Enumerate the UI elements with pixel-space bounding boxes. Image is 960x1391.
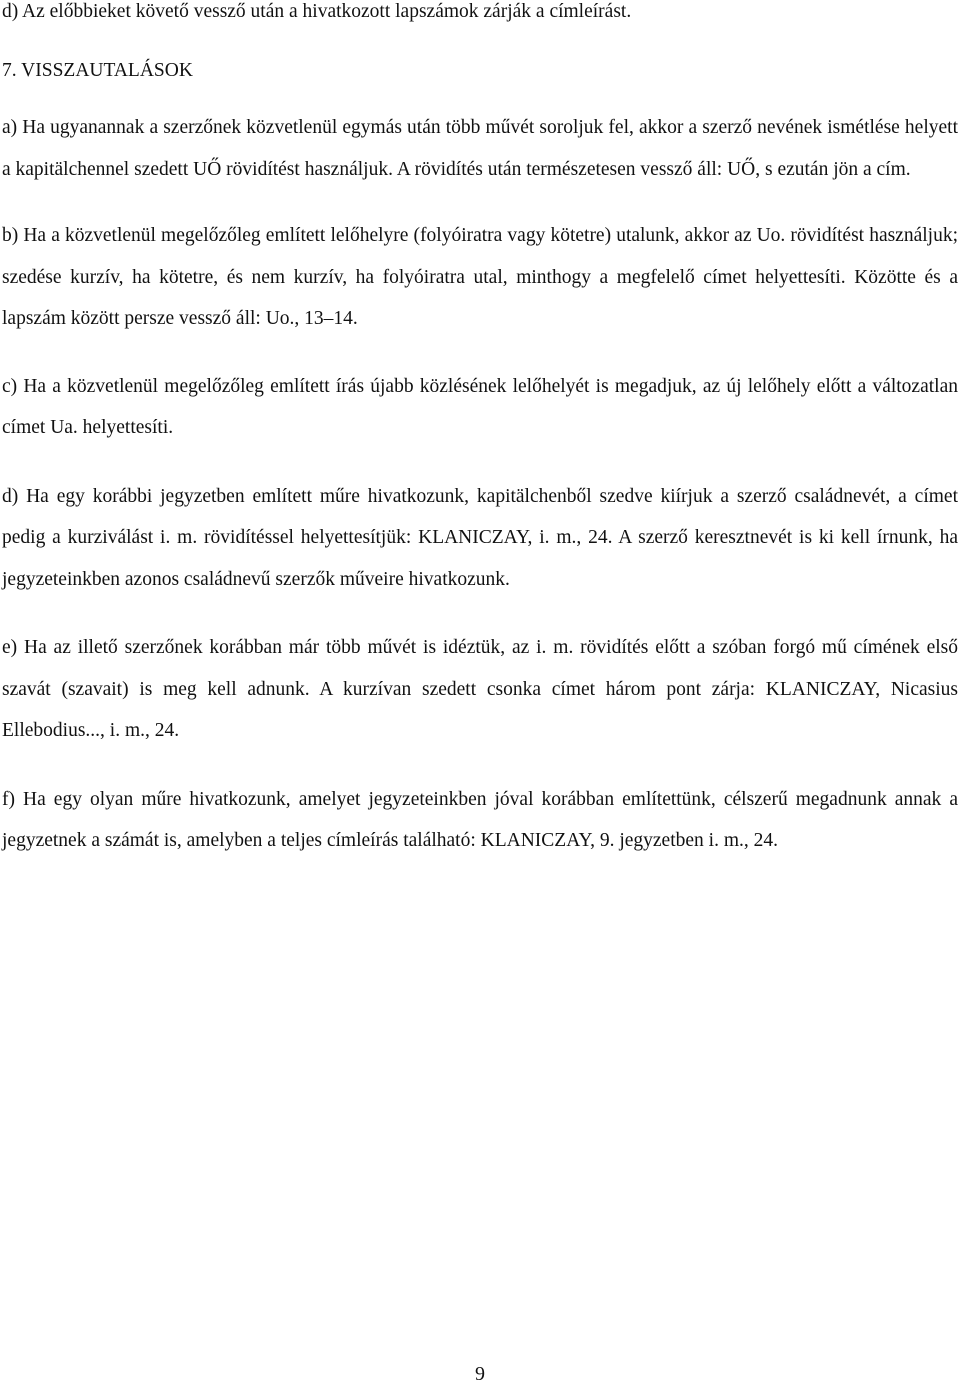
paragraph-b: b) Ha a közvetlenül megelőzőleg említett lelőhelyre (folyóiratra vagy kötetre) utalunk, akkor az Uo. rövidítést használjuk; szedése kurzív, ha kötetre, és nem kurzív, ha folyóiratra utal, minthogy a megfelelő címet helyettesíti. Közötte és a lapszám között persze vessző áll: Uo., 13–14. — [2, 225, 958, 329]
section-heading: 7. VISSZAUTALÁSOK — [2, 59, 193, 81]
paragraph-a: a) Ha ugyanannak a szerzőnek közvetlenül egymás után több művét soroljuk fel, akkor a szerző nevének ismétlése helyett a kapitälchennel szedett UŐ rövidítést használjuk. A rövidítés után természetesen vessző áll: UŐ, s ezután jön a cím. — [2, 117, 958, 180]
paragraph-f: f) Ha egy olyan műre hivatkozunk, amelyet jegyzeteinkben jóval korábban említettünk, célszerű megadnunk annak a jegyzetnek a számát is, amelyben a teljes címleírás található: KLANICZAY, 9. jegyzetben i. m., 24. — [2, 788, 958, 851]
paragraph-e: e) Ha az illető szerzőnek korábban már több művét is idéztük, az i. m. rövidítés előtt a szóban forgó mű címének első szavát (szavait) is meg kell adnunk. A kurzívan szedett csonka címet három pont zárja: KLANICZAY, Nicasius Ellebodius..., i. m., 24. — [2, 637, 958, 741]
paragraph-c: c) Ha a közvetlenül megelőzőleg említett írás újabb közlésének lelőhelyét is megadjuk, az új lelőhely előtt a változatlan címet Ua. helyettesíti. — [2, 375, 958, 438]
paragraph-d: d) Ha egy korábbi jegyzetben említett műre hivatkozunk, kapitälchenből szedve kiírjuk a szerző családnevét, a címet pedig a kurziválást i. m. rövidítéssel helyettesítjük: KLANICZAY, i. m., 24. A szerző keresztnevét is ki kell írnunk, ha jegyzeteinkben azonos családnevű szerzők műveire hivatkozunk. — [2, 485, 958, 590]
page-number: 9 — [475, 1363, 485, 1385]
paragraph-d-previous: d) Az előbbieket követő vessző után a hivatkozott lapszámok zárják a címleírást. — [2, 1, 632, 22]
